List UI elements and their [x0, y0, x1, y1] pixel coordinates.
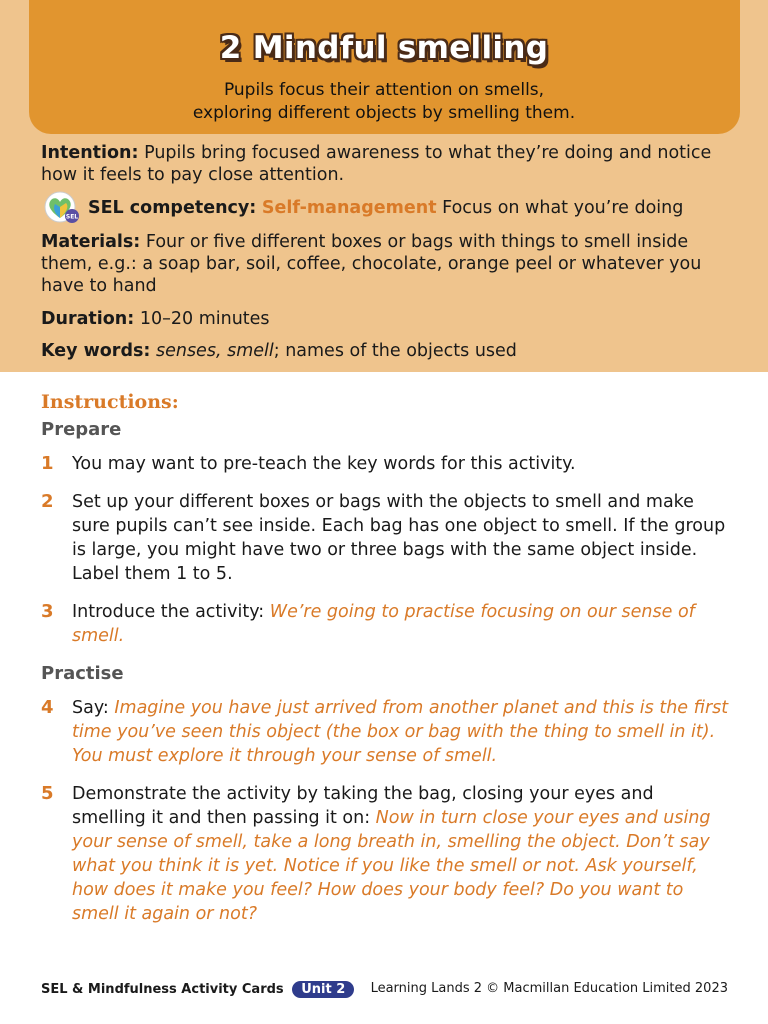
step-4-number: 4 [41, 697, 54, 718]
step-4-text [72, 696, 732, 768]
materials-label: Materials: [41, 232, 141, 252]
step-3-text [72, 600, 732, 648]
footer-series [41, 981, 354, 998]
duration-text: 10–20 minutes [139, 309, 270, 329]
step-5-quote: Now in turn close your eyes and using your sense of smell, take a long breath in, smelling the object. Don’t say what you think it is yet. Notice if you like the smell or not. Ask yourself, how does it make you feel? How does your body feel? Do you want to smell it again or not? [72, 808, 711, 924]
step-1-number: 1 [41, 453, 54, 474]
instructions-heading: Instructions: [41, 391, 179, 413]
step-3-body: Introduce the activity: [72, 602, 270, 622]
keywords-label: Key words: [41, 341, 151, 361]
step-1-text [72, 452, 732, 476]
intention-row [41, 142, 731, 186]
step-4-body: Say: [72, 698, 115, 718]
duration-label: Duration: [41, 309, 135, 329]
step-2-body: Set up your different boxes or bags with the objects to smell and make sure pupils can’t see inside. Each bag has one object to smell. If the group is large, you might have two or three bags with the same object inside. Label them 1 to 5. [72, 492, 726, 584]
sel-competency-row [88, 197, 738, 219]
unit-badge: Unit 2 [292, 981, 354, 998]
step-1-body: You may want to pre-teach the key words for this activity. [72, 454, 576, 474]
footer-series-title: SEL & Mindfulness Activity Cards [41, 982, 284, 997]
step-5-body: Demonstrate the activity by taking the bag, closing your eyes and smelling it and then passing it on: [72, 784, 654, 828]
sel-badge-text: SEL [65, 213, 79, 221]
intention-label: Intention: [41, 143, 139, 163]
page-title: 2 Mindful smelling [219, 30, 549, 66]
keywords-row [41, 340, 731, 362]
practise-heading: Practise [41, 663, 124, 684]
materials-row [41, 231, 731, 297]
materials-text: Four or five different boxes or bags with things to smell inside them, e.g.: a soap bar, soil, coffee, chocolate, orange peel or whatever you have to hand [41, 232, 702, 296]
page-subtitle [0, 79, 768, 125]
duration-row [41, 308, 731, 330]
intention-text: Pupils bring focused awareness to what they’re doing and notice how it feels to pay close attention. [41, 143, 712, 185]
sel-label: SEL competency: [88, 198, 257, 218]
step-4-quote: Imagine you have just arrived from another planet and this is the first time you’ve seen this object (the box or bag with the thing to smell in it). You must explore it through your sense of smell. [72, 698, 729, 766]
subtitle-line-2: exploring different objects by smelling them. [192, 103, 576, 123]
keywords-italic: senses, smell [155, 341, 274, 361]
step-2-number: 2 [41, 491, 54, 512]
step-3-quote: We’re going to practise focusing on our sense of smell. [72, 602, 695, 646]
step-5-text [72, 782, 732, 926]
step-3-number: 3 [41, 601, 54, 622]
sel-competency-value: Self-management [261, 198, 437, 218]
subtitle-line-1: Pupils focus their attention on smells, [223, 80, 545, 100]
step-5-number: 5 [41, 783, 54, 804]
sel-heart-icon [42, 191, 80, 225]
footer-copyright: Learning Lands 2 © Macmillan Education Limited 2023 [370, 981, 728, 996]
keywords-text: ; names of the objects used [273, 341, 517, 361]
sel-text: Focus on what you’re doing [442, 198, 684, 218]
step-2-text [72, 490, 732, 586]
prepare-heading: Prepare [41, 419, 122, 440]
